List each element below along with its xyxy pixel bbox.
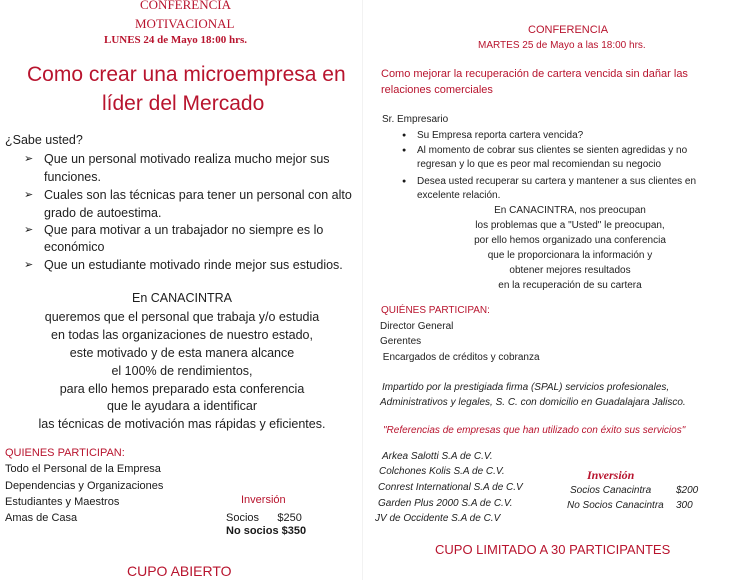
- right-title-line1: Como mejorar la recuperación de cartera vencida sin dañar las: [381, 68, 688, 80]
- left-bullet-1-line1: Que un personal motivado realiza mucho mejor sus: [44, 152, 330, 166]
- right-paragraph-line6: en la recuperación de su cartera: [498, 280, 642, 291]
- left-paragraph-line4: este motivado y de esta manera alcance: [69, 346, 295, 360]
- right-reference-1: Arkea Salotti S.A de C.V.: [382, 451, 493, 462]
- right-reference-5: JV de Occidente S.A de C.V: [375, 513, 501, 524]
- right-participant-3: Encargados de créditos y cobranza: [380, 352, 540, 363]
- right-paragraph-line4: que le proporcionara la información y: [487, 250, 653, 261]
- left-title-line2: líder del Mercado: [102, 92, 265, 115]
- left-paragraph-line1: En CANACINTRA: [131, 291, 233, 305]
- left-title-line1: Como crear una microempresa en: [27, 63, 346, 86]
- left-inversion-socios: Socios $250: [226, 512, 302, 524]
- arrow-bullet-icon: ➢: [24, 153, 34, 165]
- right-reference-4: Garden Plus 2000 S.A de C.V.: [378, 498, 513, 509]
- left-footer: CUPO ABIERTO: [127, 563, 232, 579]
- right-paragraph-line1: En CANACINTRA, nos preocupan: [494, 205, 646, 216]
- left-paragraph-line2: queremos que el personal que trabaja y/o estudia: [44, 310, 320, 324]
- left-paragraph-line5: el 100% de rendimientos,: [111, 364, 253, 378]
- left-bullet-3-line1: Que para motivar a un trabajador no siempre es lo: [44, 223, 324, 237]
- right-participant-1: Director General: [380, 321, 454, 332]
- right-paragraph-line5: obtener mejores resultados: [509, 265, 631, 276]
- left-bullet-3-line2: económico: [44, 240, 105, 254]
- bullet-dot-icon: ●: [402, 178, 407, 185]
- arrow-bullet-icon: ➢: [24, 224, 34, 236]
- right-bullet-1-line1: Su Empresa reporta cartera vencida?: [417, 130, 584, 141]
- left-paragraph-line3: en todas las organizaciones de nuestro estado,: [51, 328, 313, 342]
- right-salutation: Sr. Empresario: [382, 114, 449, 125]
- left-paragraph-line8: las técnicas de motivación mas rápidas y eficientes.: [38, 417, 326, 431]
- right-inversion-no-socios-label: No Socios Canacintra: [567, 500, 664, 511]
- left-paragraph-line6: para ello hemos preparado esta conferencia: [59, 382, 305, 396]
- bullet-dot-icon: ●: [402, 147, 407, 154]
- left-bullet-2-line2: grado de autoestima.: [44, 206, 162, 220]
- right-footer: CUPO LIMITADO A 30 PARTICIPANTES: [435, 542, 671, 557]
- right-header-date: MARTES 25 de Mayo a las 18:00 hrs.: [478, 40, 646, 51]
- left-inversion-no-socios: No socios $350: [226, 525, 307, 537]
- right-bullet-3-line2: excelente relación.: [417, 190, 501, 201]
- left-inversion-heading: Inversión: [241, 494, 286, 506]
- left-participants-heading: QUIENES PARTICIPAN:: [5, 447, 125, 459]
- left-header-date: LUNES 24 de Mayo 18:00 hrs.: [104, 34, 248, 46]
- right-participant-2: Gerentes: [380, 336, 422, 347]
- right-inversion-socios-label: Socios Canacintra: [570, 485, 652, 496]
- right-participants-heading: QUIÉNES PARTICIPAN:: [381, 305, 490, 316]
- right-inversion-socios-value: $200: [676, 485, 699, 496]
- bullet-dot-icon: ●: [402, 132, 407, 139]
- right-imparted-line1: Impartido por la prestigiada firma (SPAL) servicios profesionales,: [382, 382, 670, 393]
- right-paragraph-line2: los problemas que a "Usted" le preocupan,: [475, 220, 665, 231]
- right-imparted-line2: Administrativos y legales, S. C. con domicilio en Guadalajara Jalisco.: [380, 397, 686, 408]
- right-reference-2: Colchones Kolis S.A de C.V.: [379, 466, 505, 477]
- left-paragraph-line7: que le ayudara a identificar: [106, 399, 258, 413]
- right-inversion-no-socios-value: 300: [676, 500, 693, 511]
- left-participant-4: Amas de Casa: [5, 512, 78, 524]
- left-participant-3: Estudiantes y Maestros: [5, 496, 120, 508]
- right-inversion-heading: Inversión: [587, 468, 635, 482]
- right-bullet-3-line1: Desea usted recuperar su cartera y mantener a sus clientes en: [417, 176, 697, 187]
- left-question: ¿Sabe usted?: [5, 133, 83, 147]
- left-participant-1: Todo el Personal de la Empresa: [5, 463, 161, 475]
- right-header-line1: CONFERENCIA: [528, 24, 609, 36]
- right-bullet-2-line2: regresan y lo que es peor mal recomiendan su negocio: [417, 159, 662, 170]
- left-bullet-4-line1: Que un estudiante motivado rinde mejor sus estudios.: [44, 258, 343, 272]
- right-references-heading: "Referencias de empresas que han utilizado con éxito sus servicios": [383, 425, 686, 436]
- right-paragraph-line3: por ello hemos organizado una conferencia: [474, 235, 666, 246]
- right-bullet-2-line1: Al momento de cobrar sus clientes se sienten agredidas y no: [417, 145, 688, 156]
- left-bullet-1-line2: funciones.: [44, 170, 101, 184]
- right-reference-3: Conrest International S.A de C.V: [378, 482, 523, 493]
- arrow-bullet-icon: ➢: [24, 259, 34, 271]
- arrow-bullet-icon: ➢: [24, 189, 34, 201]
- left-header-line2: MOTIVACIONAL: [135, 16, 235, 31]
- left-header-line1: CONFERENCIA: [140, 0, 232, 12]
- column-divider: [362, 0, 363, 580]
- right-title-line2: relaciones comerciales: [381, 84, 493, 96]
- left-participant-2: Dependencias y Organizaciones: [5, 480, 164, 492]
- left-bullet-2-line1: Cuales son las técnicas para tener un personal con alto: [44, 188, 352, 202]
